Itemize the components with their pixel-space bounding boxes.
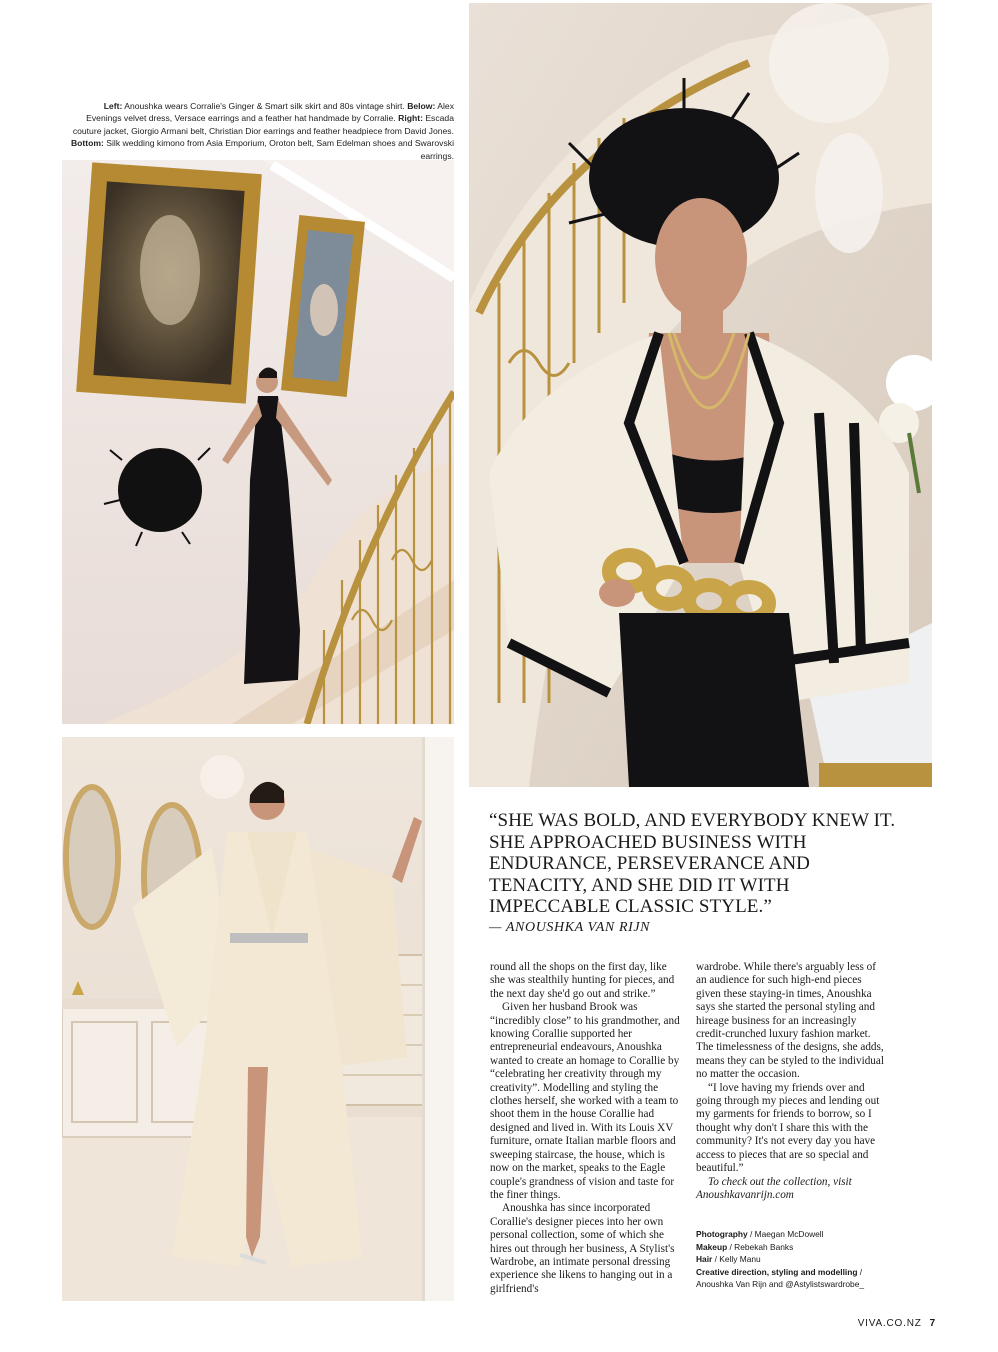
pull-quote-attribution: — ANOUSHKA VAN RIJN (489, 920, 651, 935)
page-number: 7 (929, 1318, 936, 1329)
body-paragraph: Given her husband Brook was “incredibly close” to his grandmother, and knowing Corallie supported her entrepreneurial endeavours, Anoushka wanted to create an homage to Corallie by “celebrating her creativity through my creativity”. Modelling and styling the clothes herself, she worked with a team to shoot them in the house Corallie had designed and lived in. With its Louis XV furniture, ornate Italian marble floors and sweeping staircase, the house, which is now on the market, speaks to the Eagle couple's grandness of vision and taste for the finer things. (490, 1001, 680, 1201)
credit-name: / Kelly Manu (712, 1254, 761, 1265)
credit-line (696, 1253, 916, 1266)
credit-line (696, 1278, 916, 1291)
credit-role: Hair (696, 1254, 713, 1265)
caption-label-bottom: Bottom: (70, 138, 104, 149)
caption-label-below: Below: (407, 101, 436, 111)
caption-label-left: Left: (103, 101, 123, 111)
caption-label-right: Right: (398, 113, 423, 124)
collection-link-text: To check out the collection, visit Anoushkavanrijn.com (696, 1175, 852, 1201)
photo-silk-wedding-kimono (62, 737, 454, 1301)
credit-name: / Maegan McDowell (747, 1229, 824, 1239)
caption-text-below: Alex Evenings velvet dress, Versace earrings and a feather hat handmade by Corralie. (86, 101, 454, 124)
pull-quote: “SHE WAS BOLD, AND EVERYBODY KNEW IT. SHE APPROACHED BUSINESS WITH ENDURANCE, PERSEVERANCE AND TENACITY, AND SHE DID IT WITH IMPECCABLE CLASSIC STYLE.” (489, 810, 896, 917)
credit-line (696, 1241, 916, 1254)
body-column-1 (490, 961, 682, 1296)
body-column-2 (696, 961, 888, 1202)
credit-role: Photography (696, 1229, 748, 1239)
body-paragraph: “I love having my friends over and going through my pieces and lending out my garments for friends to borrow, so I thought why don't I share this with the community? It's not every day you have access to pieces that are so special and beautiful.” (696, 1081, 880, 1175)
credit-name: / Rebekah Banks (727, 1241, 794, 1252)
credits-list (696, 1228, 916, 1291)
credit-role: Makeup (696, 1241, 728, 1252)
caption-text-bottom: Silk wedding kimono from Asia Emporium, Oroton belt, Sam Edelman shoes and Swarovski earrings. (103, 138, 454, 161)
credit-name: / (857, 1266, 863, 1277)
photo-cream-jacket-feather-headpiece (469, 3, 932, 787)
page-footer (858, 1318, 936, 1329)
caption-text-left: Anoushka wears Corralie's Ginger & Smart silk skirt and 80s vintage shirt. (122, 101, 408, 111)
caption-text-right: Escada couture jacket, Giorgio Armani belt, Christian Dior earrings and feather headpiece from David Jones. (72, 113, 454, 136)
credit-line (696, 1266, 916, 1279)
body-paragraph: Anoushka has since incorporated Corallie's designer pieces into her own personal collection, some of which she hires out through her business, A Stylist's Wardrobe, an intimate personal dressing experience she likens to hanging out in a girlfriend's (490, 1202, 675, 1295)
credit-role: Creative direction, styling and modelling (696, 1266, 858, 1277)
photo-staircase-velvet-dress (62, 160, 454, 724)
footer-site: VIVA.CO.NZ (857, 1318, 922, 1329)
body-paragraph: round all the shops on the first day, like she was stealthily hunting for pieces, and the next day she'd go out and strike.” (490, 961, 675, 1000)
credit-line (696, 1228, 916, 1241)
body-paragraph: wardrobe. While there's arguably less of an audience for such high-end pieces given these staying-in times, Anoushka says she started the personal styling and hireage business for an increasingly credit-crunched luxury fashion market. The timelessness of the designs, she adds, means they can be styled to the individual no matter the occasion. (696, 961, 884, 1081)
credit-name: Anoushka Van Rijn and @Astylistswardrobe_ (696, 1279, 865, 1290)
photo-caption (66, 100, 454, 162)
